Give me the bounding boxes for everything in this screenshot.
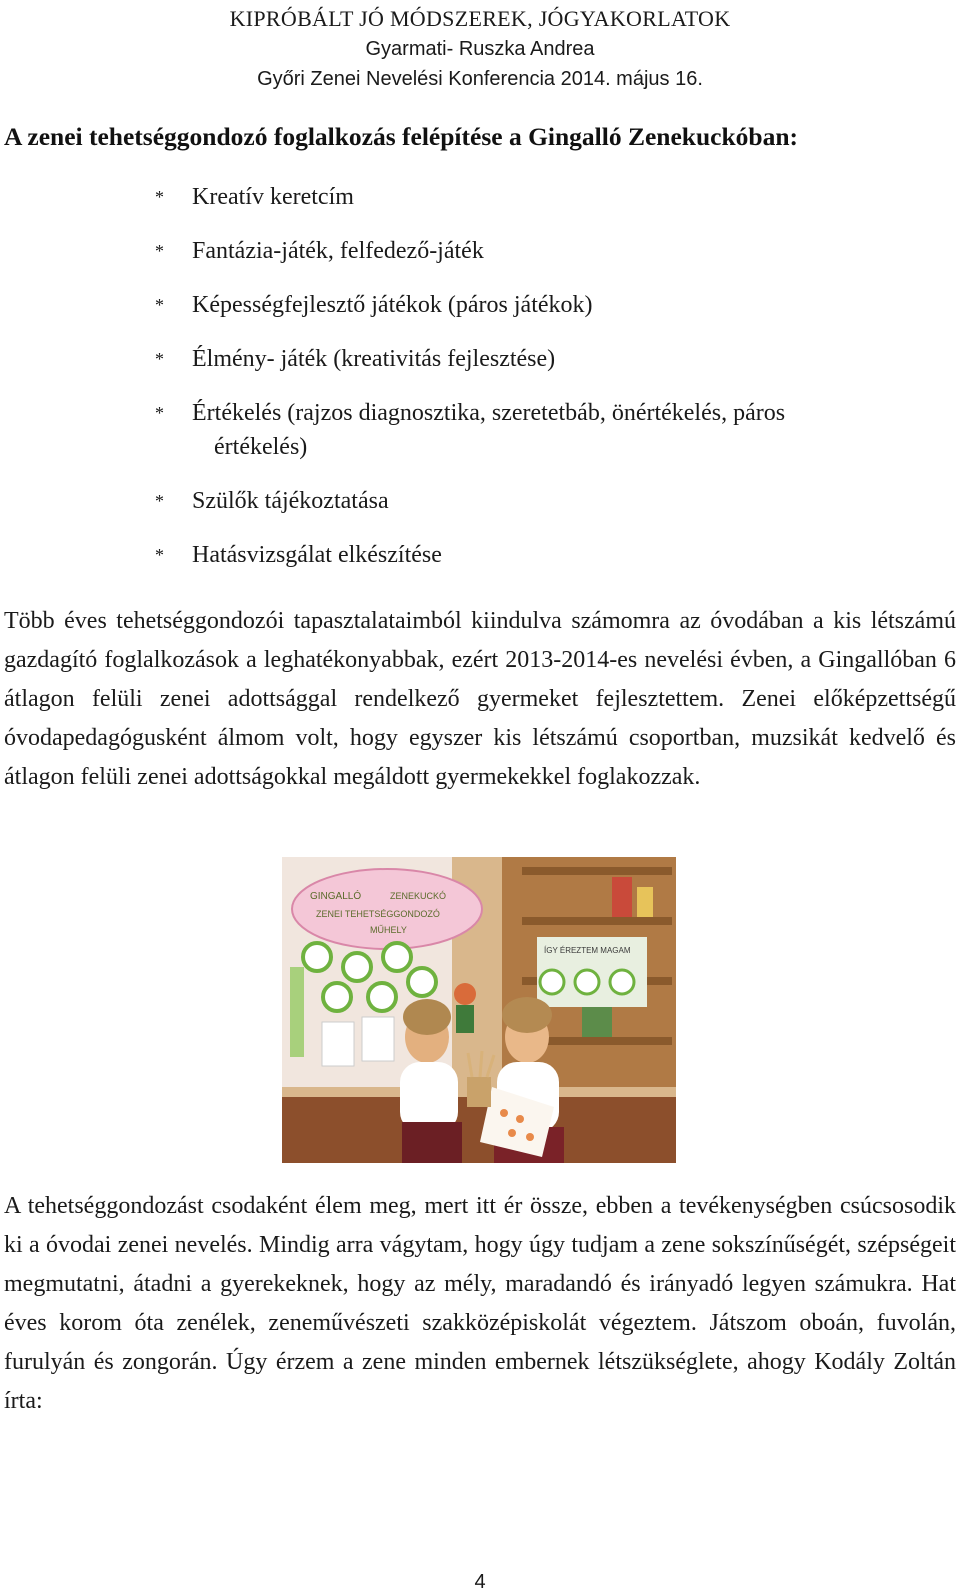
list-item [0,288,960,322]
list-item-text: Hatásvizsgálat elkészítése [192,542,442,568]
asterisk-bullet-icon: * [155,187,164,207]
list-item [0,342,960,376]
list-item-continuation: értékelés) [214,434,308,460]
header-author: Gyarmati- Ruszka Andrea [365,38,595,60]
list-item-text: Értékelés (rajzos diagnosztika, szeretetbáb, önértékelés, páros [192,400,786,426]
list-item [0,234,960,268]
structure-bullet-list [0,180,960,592]
header-series-title: KIPRÓBÁLT JÓ MÓDSZEREK, JÓGYAKORLATOK [229,6,731,31]
list-item-text: Élmény- játék (kreativitás fejlesztése) [192,346,556,372]
asterisk-bullet-icon: * [155,349,164,369]
list-item [0,396,960,464]
asterisk-bullet-icon: * [155,491,164,511]
list-item [0,538,960,572]
sign-text-gingallo: GINGALLÓ [310,891,362,902]
list-item [0,484,960,518]
body-paragraph-experience: Több éves tehetséggondozói tapasztalataimból kiindulva számomra az óvodában a kis létszámú gazdagító foglalkozások a leghatékonyabbak, ezért 2013-2014-es nevelési évben, a Gingallóban 6 átlagon felüli zenei adottsággal rendelkező gyermeket fejlesztettem. Zenei előképzettségű óvodapedagógusként álmom volt, hogy egyszer kis létszámú csoportban, muzsikát kedvelő és átlagon felüli zenei adottságokkal megáldott gyermekekkel foglakozzak. [4,608,956,790]
list-item [0,180,960,214]
children-music-workshop-photo [282,857,676,1163]
sign-text-zenekucko: ZENEKUCKÓ [390,891,447,901]
list-item-text: Kreatív keretcím [192,184,354,210]
header-conference: Győri Zenei Nevelési Konferencia 2014. május 16. [257,68,703,90]
sign-text-muhely: MŰHELY [370,925,407,935]
asterisk-bullet-icon: * [155,295,164,315]
page-number: 4 [474,1571,486,1593]
body-paragraph-calling: A tehetséggondozást csodaként élem meg, mert itt ér össze, ebben a tevékenységben csúcsosodik ki a óvodai zenei nevelés. Mindig arra vágytam, hogy úgy tudjam a zene sokszínűségét, szépségeit megmutatni, átadni a gyerekeknek, hogy az mély, maradandó és irányadó legyen számukra. Hat éves korom óta zenélek, zeneművészeti szakközépiskolát végeztem. Játszom oboán, fuvolán, furulyán és zongorán. Úgy érzem a zene minden embernek létszükséglete, ahogy Kodály Zoltán írta: [4,1193,956,1414]
asterisk-bullet-icon: * [155,403,164,423]
sign-text-tehetseggondozo: ZENEI TEHETSÉGGONDOZÓ [316,909,440,919]
list-item-text: Szülők tájékoztatása [192,488,389,514]
document-header [0,4,960,94]
asterisk-bullet-icon: * [155,241,164,261]
asterisk-bullet-icon: * [155,545,164,565]
board-text-igy-ereztem: ÍGY ÉREZTEM MAGAM [544,946,631,955]
list-item-text: Fantázia-játék, felfedező-játék [192,238,484,264]
section-title: A zenei tehetséggondozó foglalkozás felépítése a Gingalló Zenekuckóban: [4,122,799,151]
list-item-text: Képességfejlesztő játékok (páros játékok) [192,292,593,318]
